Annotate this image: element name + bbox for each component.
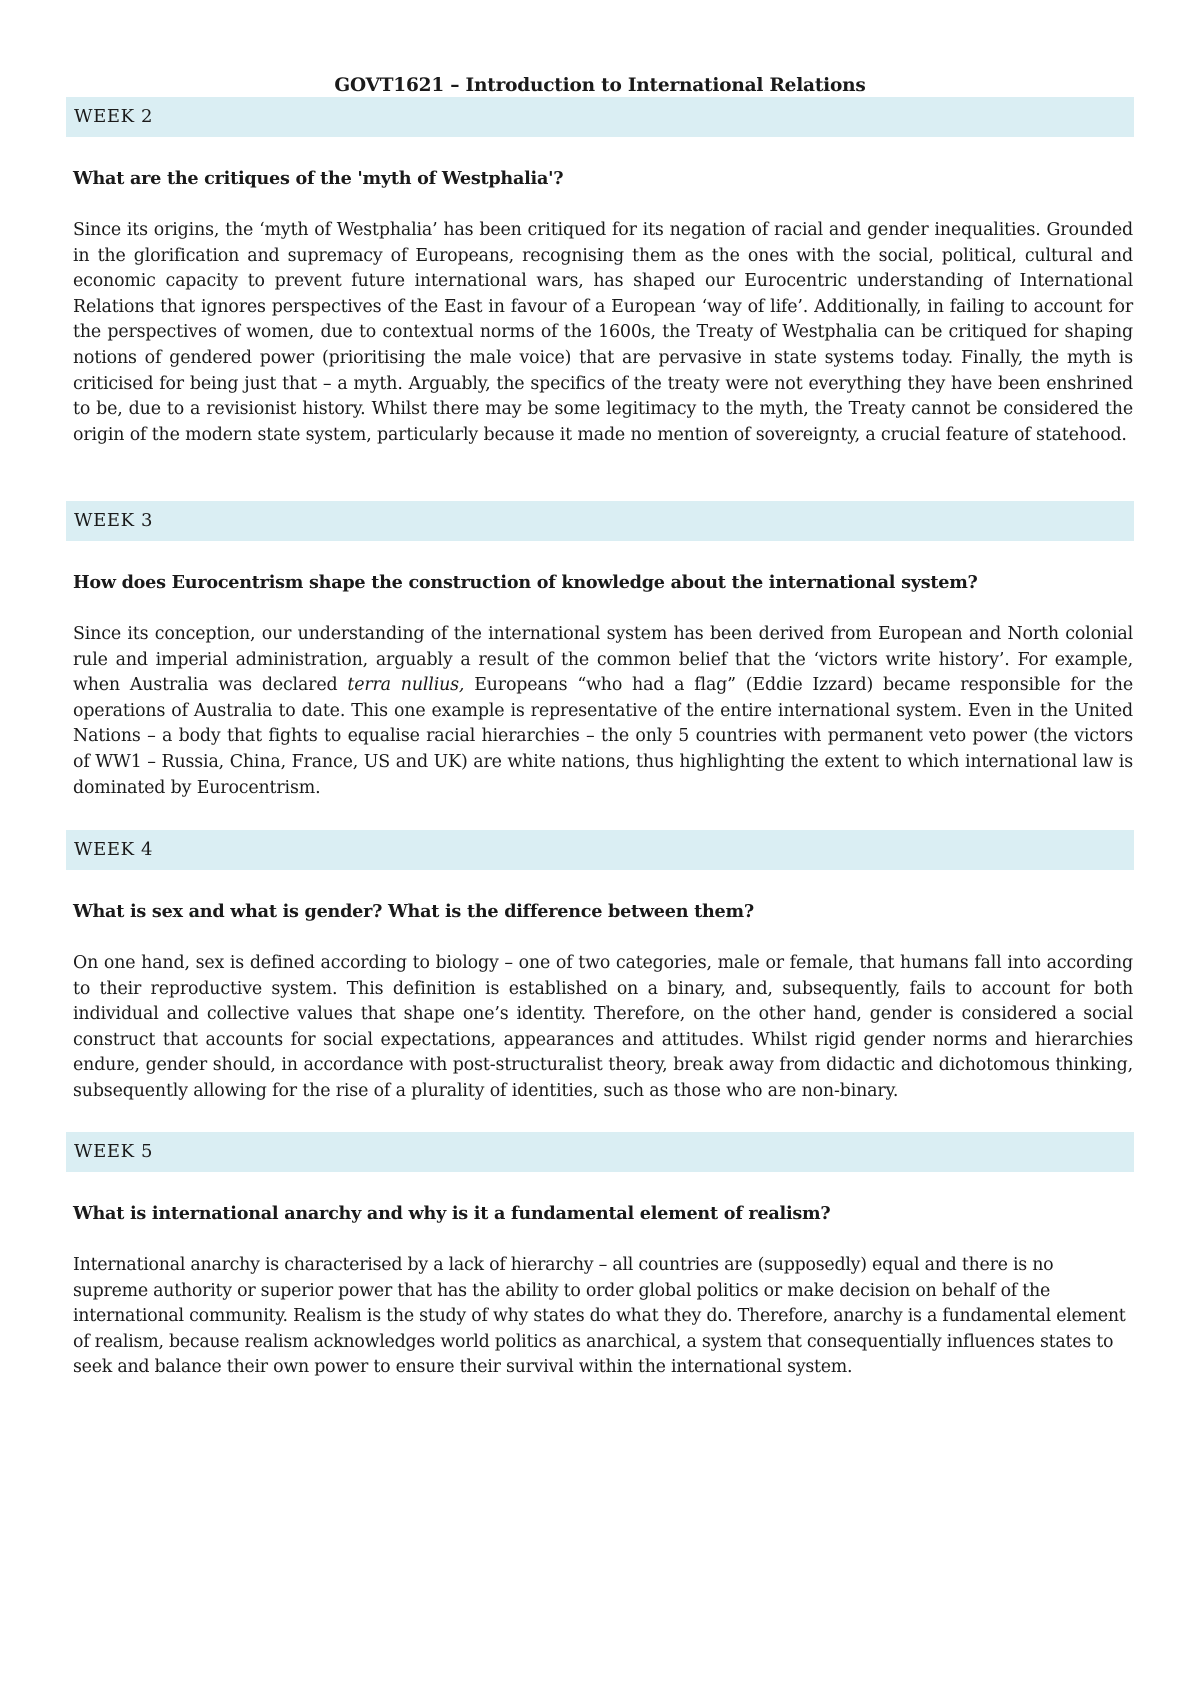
week-heading: WEEK 2	[66, 97, 1134, 137]
section-question: What is sex and what is gender? What is the difference between them?	[73, 901, 754, 922]
section-question: How does Eurocentrism shape the construction of knowledge about the international system?	[73, 572, 978, 593]
section-body: On one hand, sex is defined according to biology – one of two categories, male or female, that humans fall into according to their reproductive system. This definition is established on a binary, and, subsequently, fails to account for both individual and collective values that shape one’s identity. Therefore, on the other hand, gender is considered a social construct that accounts for social expectations, appearances and attitudes. Whilst rigid gender norms and hierarchies endure, gender should, in accordance with post-structuralist theory, break away from didactic and dichotomous thinking, subsequently allowing for the rise of a plurality of identities, such as those who are non-binary.	[73, 953, 1133, 1101]
week-heading: WEEK 3	[66, 501, 1134, 541]
week-heading: WEEK 5	[66, 1132, 1134, 1172]
week-heading: WEEK 4	[66, 830, 1134, 870]
section-question: What are the critiques of the 'myth of Westphalia'?	[73, 168, 564, 189]
body-text-part: Europeans “who had a flag” (Eddie Izzard) became responsible for the operations of Australia to date. This one example is representative of the entire international system. Even in the United Nations – a body that fights to equalise racial hierarchies – the only 5 countries with permanent veto power (the victors of WW1 – Russia, China, France, US and UK) are white nations, thus highlighting the extent to which international law is dominated by Eurocentrism.	[73, 675, 1133, 798]
body-text-part: Since its conception, our understanding of the international system has been derived from European and North colonial rule and imperial administration, arguably a result of the common belief that the ‘victors write history’. For example, when Australia was declared	[73, 624, 1133, 696]
document-title: GOVT1621 – Introduction to International Relations	[334, 75, 866, 96]
section-body: International anarchy is characterised by a lack of hierarchy – all countries are (supposedly) equal and there is no supreme authority or superior power that has the ability to order global politics or make decision on behalf of the international community. Realism is the study of why states do what they do. Therefore, anarchy is a fundamental element of realism, because realism acknowledges world politics as anarchical, a system that consequentially influences states to seek and balance their own power to ensure their survival within the international system.	[73, 1255, 1126, 1378]
italic-term: terra nullius,	[347, 675, 465, 696]
section-body: Since its origins, the ‘myth of Westphalia’ has been critiqued for its negation of racial and gender inequalities. Grounded in the glorification and supremacy of Europeans, recognising them as the ones with the social, political, cultural and economic capacity to prevent future international wars, has shaped our Eurocentric understanding of International Relations that ignores perspectives of the East in favour of a European ‘way of life’. Additionally, in failing to account for the perspectives of women, due to contextual norms of the 1600s, the Treaty of Westphalia can be critiqued for shaping notions of gendered power (prioritising the male voice) that are pervasive in state systems today. Finally, the myth is criticised for being just that – a myth. Arguably, the specifics of the treaty were not everything they have been enshrined to be, due to a revisionist history. Whilst there may be some legitimacy to the myth, the Treaty cannot be considered the origin of the modern state system, particularly because it made no mention of sovereignty, a crucial feature of statehood.	[73, 220, 1133, 445]
section-body	[73, 622, 1133, 801]
section-question: What is international anarchy and why is it a fundamental element of realism?	[73, 1203, 831, 1224]
